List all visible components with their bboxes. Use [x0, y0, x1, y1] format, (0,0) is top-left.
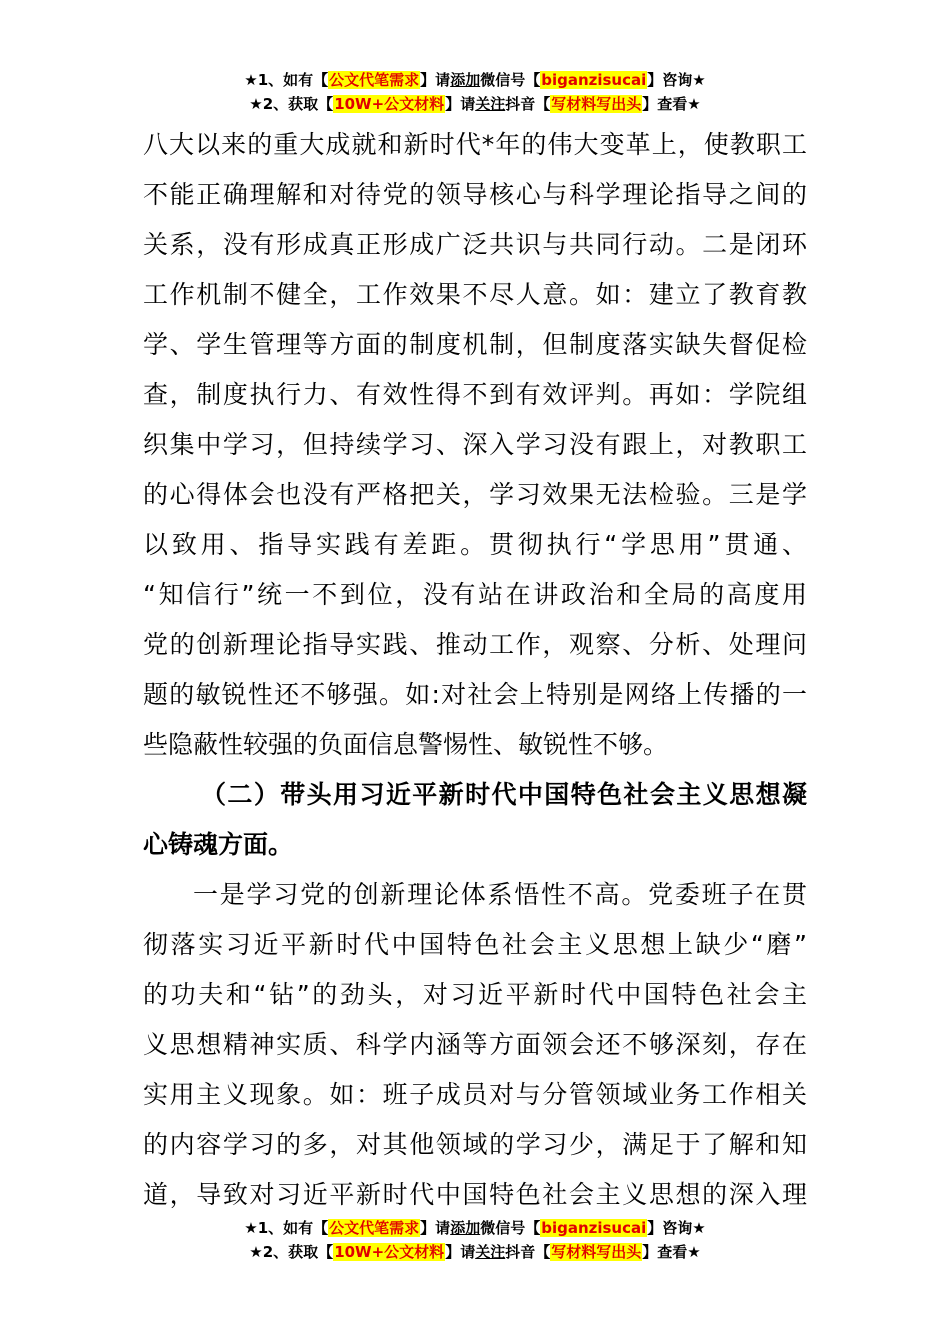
text-line: 的心得体会也没有严格把关，学习效果无法检验。三是学	[143, 480, 807, 509]
text-line: 织集中学习，但持续学习、深入学习没有跟上，对教职工	[143, 430, 807, 459]
document-body	[143, 120, 807, 1220]
text-line: 道，导致对习近平新时代中国特色社会主义思想的深入理	[143, 1180, 807, 1209]
text-line: 以致用、指导实践有差距。贯彻执行“学思用”贯通、	[143, 530, 807, 559]
highlight-douyin: 写材料写出头	[551, 1243, 642, 1261]
text-line: 八大以来的重大成就和新时代*年的伟大变革上，使教职工	[143, 130, 807, 159]
heading-line: 心铸魂方面。	[143, 830, 294, 859]
paragraph-1	[143, 120, 807, 770]
text-line: 彻落实习近平新时代中国特色社会主义思想上缺少“磨”	[143, 930, 807, 959]
text-line: 不能正确理解和对待党的领导核心与科学理论指导之间的	[143, 180, 807, 209]
text-line: “知信行”统一不到位，没有站在讲政治和全局的高度用	[143, 580, 807, 609]
text-line: 的内容学习的多，对其他领域的学习少，满足于了解和知	[143, 1130, 807, 1159]
highlight-douyin: 写材料写出头	[551, 95, 642, 113]
footer-banner	[0, 1216, 950, 1264]
highlight-materials: 10W+公文材料	[334, 1243, 445, 1261]
text-line: 学、学生管理等方面的制度机制，但制度落实缺失督促检	[143, 330, 807, 359]
banner-line-2: ★2、获取【10W+公文材料】请关注抖音【写材料写出头】查看★	[249, 95, 701, 113]
banner-line-2: ★2、获取【10W+公文材料】请关注抖音【写材料写出头】查看★	[249, 1243, 701, 1261]
text-line: 的功夫和“钻”的劲头，对习近平新时代中国特色社会主	[143, 980, 807, 1009]
paragraph-2	[143, 870, 807, 1220]
text-line: 题的敏锐性还不够强。如:对社会上特别是网络上传播的一	[143, 680, 807, 709]
banner-line-1: ★1、如有【公文代笔需求】请添加微信号【biganzisucai】咨询★	[244, 71, 706, 89]
text-line: 义思想精神实质、科学内涵等方面领会还不够深刻，存在	[143, 1030, 807, 1059]
text-line: 工作机制不健全，工作效果不尽人意。如：建立了教育教	[143, 280, 807, 309]
heading-line: （二）带头用习近平新时代中国特色社会主义思想凝	[201, 780, 807, 809]
text-line: 关系，没有形成真正形成广泛共识与共同行动。二是闭环	[143, 230, 807, 259]
highlight-wechat-id: biganzisucai	[541, 1219, 647, 1237]
text-line: 党的创新理论指导实践、推动工作，观察、分析、处理问	[143, 630, 807, 659]
banner-line-1: ★1、如有【公文代笔需求】请添加微信号【biganzisucai】咨询★	[244, 1219, 706, 1237]
header-banner	[0, 68, 950, 116]
highlight-materials: 10W+公文材料	[334, 95, 445, 113]
text-line: 实用主义现象。如：班子成员对与分管领域业务工作相关	[143, 1080, 807, 1109]
highlight-ghostwriting: 公文代笔需求	[329, 1219, 420, 1237]
section-heading	[143, 770, 807, 870]
text-line: 一是学习党的创新理论体系悟性不高。党委班子在贯	[193, 880, 807, 909]
text-line: 查，制度执行力、有效性得不到有效评判。再如：学院组	[143, 380, 807, 409]
text-line: 些隐蔽性较强的负面信息警惕性、敏锐性不够。	[143, 730, 669, 759]
highlight-ghostwriting: 公文代笔需求	[329, 71, 420, 89]
highlight-wechat-id: biganzisucai	[541, 71, 647, 89]
